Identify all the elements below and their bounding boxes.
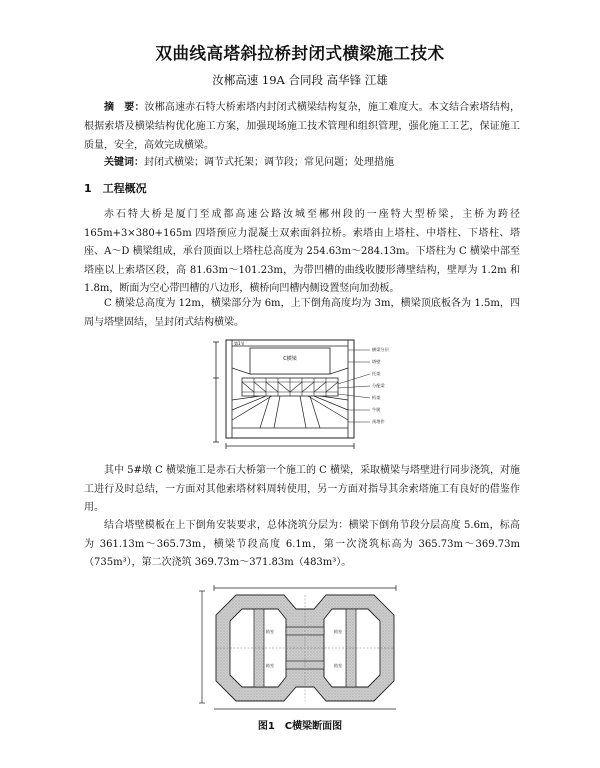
abstract-text: 汝郴高速赤石特大桥索塔内封闭式横梁结构复杂，施工难度大。本文结合索塔结构，根据索塔及横梁结构优化施工方案，加强现场施工技术管理和组织管理，强化施工工艺，保证施工质量，安全，高效完成横梁。 [84, 102, 521, 151]
abstract-label: 摘 要： [104, 102, 145, 113]
fig1-callout: 塔壁 [372, 359, 381, 364]
fig2-cell-label: 箱室 [333, 629, 343, 634]
fig2-cell-label: 箱室 [265, 629, 275, 634]
fig1-left-label: 第1节 [234, 341, 245, 346]
paragraph-1: 赤石特大桥是厦门至成都高速公路汝城至郴州段的一座特大型桥梁，主桥为跨径 165m+3×380+165m 四塔预应力混凝土双索面斜拉桥。索塔由上塔柱、中塔柱、下塔柱、塔座、A～D 横梁组成，承台顶面以上塔柱总高度为 254.63m～284.13m。下塔柱为 C 横梁中部至塔座以上索塔区段，高 81.63m～101.23m，为带凹槽的曲线收腰形薄壁结构，壁厚为 1.2m 和 1.8m，断面为空心带凹槽的八边形，横桥向凹槽内侧设置竖向加劲板。 [84, 209, 520, 295]
section-heading: 1 工程概况 [84, 182, 147, 195]
paragraph-2: C 横梁总高度为 12m，横梁部分为 6m，上下倒角高度均为 3m，横梁顶底板各为 1.5m，四周与塔壁固结，呈封闭式结构横梁。 [84, 298, 520, 328]
abstract [84, 98, 520, 155]
figure-caption: 图1 C横梁断面图 [257, 721, 343, 732]
fig1-callout: 桁架 [372, 395, 381, 400]
keywords [84, 153, 520, 172]
fig2-cell-label: 箱室 [265, 663, 275, 668]
fig1-callout: 牛腿 [372, 407, 381, 412]
fig1-callout: 托架 [372, 371, 381, 376]
fig1-callout: 横梁分层 [372, 347, 389, 352]
construction-elevation-figure [210, 338, 418, 452]
fig2-cell-label: 箱室 [333, 663, 343, 668]
fig1-crossbeam-label: C横梁 [283, 356, 297, 362]
paragraph-4: 结合塔壁模板在上下倒角安装要求，总体浇筑分层为：横梁下倒角节段分层高度 5.6m，标高为 361.13m～365.73m，横梁节段高度 6.1m，第一次浇筑标高为 365.73m～369.73m（735m³），第二次浇筑 369.73m～371.83m（483m³）。 [84, 520, 520, 569]
paragraph-3: 其中 5#墩 C 横梁施工是赤石大桥第一个施工的 C 横梁，采取横梁与塔壁进行同步浇筑，对施工进行及时总结，一方面对其他索塔材料周转使用，另一方面对指导其余索塔施工有良好的借鉴作用。 [84, 465, 520, 514]
fig1-callout: 分配梁 [372, 383, 385, 388]
paper-title: 双曲线高塔斜拉桥封闭式横梁施工技术 [155, 44, 445, 63]
crossbeam-section-figure [196, 585, 412, 713]
fig1-callout: 预埋件 [372, 419, 385, 424]
keywords-label: 关键词： [104, 157, 144, 168]
keywords-text: 封闭式横梁；调节式托架；调节段；常见问题；处理措施 [144, 157, 394, 168]
authors-line: 汝郴高速 19A 合同段 高华锋 江雄 [212, 73, 388, 87]
